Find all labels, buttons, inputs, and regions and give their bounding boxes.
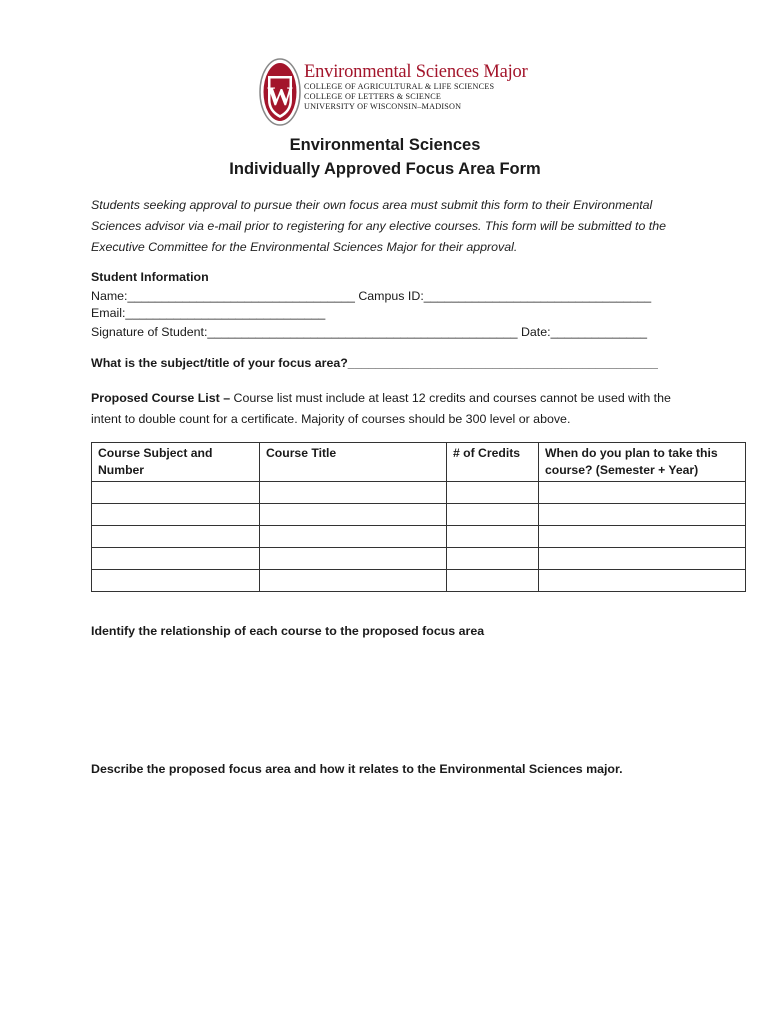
table-cell[interactable]: [447, 526, 539, 548]
logo-college-2: COLLEGE OF LETTERS & SCIENCE: [304, 92, 442, 101]
table-cell[interactable]: [92, 482, 260, 504]
column-header: Course Title: [260, 443, 447, 482]
table-cell[interactable]: [260, 526, 447, 548]
logo-college-1: COLLEGE OF AGRICULTURAL & LIFE SCIENCES: [304, 82, 495, 91]
table-cell[interactable]: [447, 504, 539, 526]
table-row: [92, 570, 746, 592]
table-cell[interactable]: [260, 482, 447, 504]
course-list-instructions: [91, 391, 671, 405]
course-table: [91, 442, 746, 592]
student-info-heading: Student Information: [91, 270, 209, 284]
email-field[interactable]: Email:_____________________________: [91, 306, 326, 320]
table-row: [92, 504, 746, 526]
column-header: When do you plan to take this course? (Semester + Year): [539, 443, 746, 482]
column-header: Course Subject and Number: [92, 443, 260, 482]
course-list-label: Proposed Course List –: [91, 391, 231, 405]
table-cell[interactable]: [447, 570, 539, 592]
table-cell[interactable]: [539, 482, 746, 504]
logo-university: UNIVERSITY OF WISCONSIN–MADISON: [304, 102, 462, 111]
table-cell[interactable]: [539, 526, 746, 548]
focus-area-field[interactable]: What is the subject/title of your focus area?_____________________________________________: [91, 356, 658, 370]
table-cell[interactable]: [260, 570, 447, 592]
table-header-row: [92, 443, 746, 482]
table-cell[interactable]: [92, 504, 260, 526]
table-cell[interactable]: [539, 570, 746, 592]
relationship-heading: Identify the relationship of each course to the proposed focus area: [91, 624, 485, 638]
page-subtitle: Individually Approved Focus Area Form: [229, 160, 541, 178]
table-cell[interactable]: [260, 504, 447, 526]
table-row: [92, 482, 746, 504]
uw-crest-icon: [258, 56, 302, 128]
table-row: [92, 548, 746, 570]
logo-title: Environmental Sciences Major: [304, 62, 528, 82]
course-list-text: Course list must include at least 12 credits and courses cannot be used with the: [230, 391, 671, 405]
course-list-text-2: intent to double count for a certificate. Majority of courses should be 300 level or above.: [91, 412, 571, 426]
table-row: [92, 526, 746, 548]
crest-letter: W: [267, 82, 293, 111]
name-campus-id-field[interactable]: Name:_________________________________ Campus ID:_________________________________: [91, 289, 652, 303]
intro-line: Sciences advisor via e-mail prior to registering for any elective courses. This form will be submitted to the: [91, 219, 667, 233]
describe-heading: Describe the proposed focus area and how it relates to the Environmental Sciences major.: [91, 762, 623, 776]
table-cell[interactable]: [92, 570, 260, 592]
column-header: # of Credits: [447, 443, 539, 482]
table-cell[interactable]: [92, 526, 260, 548]
signature-date-field[interactable]: Signature of Student:_____________________________________________ Date:______________: [91, 325, 648, 339]
intro-line: Executive Committee for the Environmental Sciences Major for their approval.: [91, 240, 518, 254]
table-cell[interactable]: [539, 548, 746, 570]
intro-line: Students seeking approval to pursue their own focus area must submit this form to their Environmental: [91, 198, 653, 212]
table-cell[interactable]: [539, 504, 746, 526]
table-cell[interactable]: [260, 548, 447, 570]
college-logo: [258, 56, 528, 128]
page-title: Environmental Sciences: [289, 136, 481, 154]
table-cell[interactable]: [447, 482, 539, 504]
table-cell[interactable]: [92, 548, 260, 570]
table-cell[interactable]: [447, 548, 539, 570]
intro-paragraph: [91, 195, 691, 258]
